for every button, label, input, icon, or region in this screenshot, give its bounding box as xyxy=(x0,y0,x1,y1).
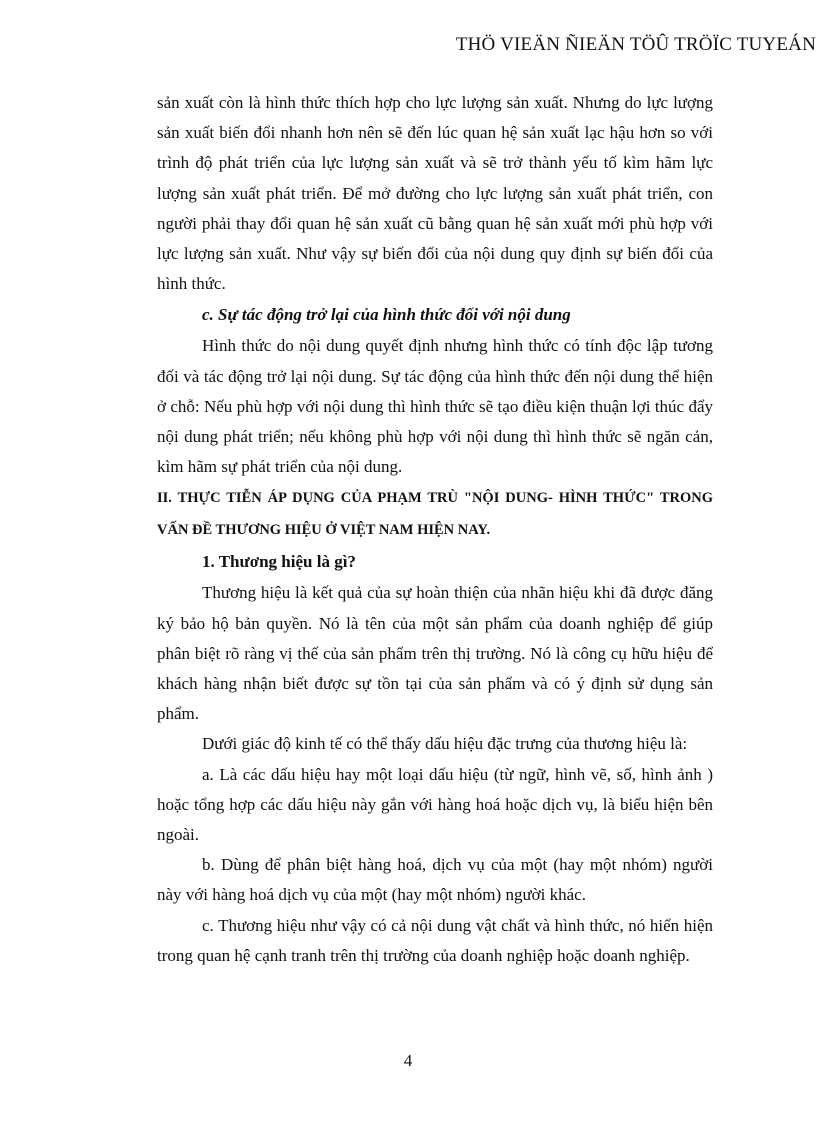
paragraph-feature-b: b. Dùng để phân biệt hàng hoá, dịch vụ của một (hay một nhóm) người này với hàng hoá dịch vụ của một (hay một nhóm) người khác. xyxy=(157,855,713,905)
page-content xyxy=(157,88,713,971)
page-number: 4 xyxy=(403,1051,413,1070)
paragraph-form-effect: Hình thức do nội dung quyết định nhưng hình thức có tính độc lập tương đối và tác động trở lại nội dung. Sự tác động của hình thức đến nội dung thể hiện ở chỗ: Nếu phù hợp với nội dung thì hình thức sẽ tạo điều kiện thuận lợi thúc đẩy nội dung phát triển; nếu không phù hợp với nội dung thì hình thức sẽ ngăn cản, kìm hãm sự phát triển của nội dung. xyxy=(157,336,713,477)
subheading-what-is-brand: 1. Thương hiệu là gì? xyxy=(202,552,356,572)
subheading-form-effect: c. Sự tác động trở lại của hình thức đối với nội dung xyxy=(202,305,571,325)
paragraph-feature-a: a. Là các dấu hiệu hay một loại dấu hiệu (từ ngữ, hình vẽ, số, hình ảnh ) hoặc tổng hợp các dấu hiệu này gắn với hàng hoá hoặc dịch vụ, là biểu hiện bên ngoài. xyxy=(157,764,713,845)
section-heading-ii: II. THỰC TIỄN ÁP DỤNG CỦA PHẠM TRÙ "NỘI DUNG- HÌNH THỨC" TRONG VẤN ĐỀ THƯƠNG HIỆU Ở VIỆT NAM HIỆN NAY. xyxy=(157,490,713,539)
paragraph-brand-definition: Thương hiệu là kết quả của sự hoàn thiện của nhãn hiệu khi đã được đăng ký bảo hộ bản quyền. Nó là tên của một sản phẩm của doanh nghiệp để giúp phân biệt rõ ràng vị thế của sản phẩm trên thị trường. Nó là công cụ hữu hiệu để khách hàng nhận biết được sự tồn tại của sản phẩm và có ý định sử dụng sản phẩm. xyxy=(157,583,713,724)
paragraph-content-change: sản xuất còn là hình thức thích hợp cho lực lượng sản xuất. Nhưng do lực lượng sản xuất biến đổi nhanh hơn nên sẽ đến lúc quan hệ sản xuất lạc hậu hơn so với trình độ phát triển của lực lượng sản xuất và sẽ trở thành yếu tố kìm hãm lực lượng sản xuất phát triển. Để mở đường cho lực lượng sản xuất phát triển, con người phải thay đổi quan hệ sản xuất cũ bằng quan hệ sản xuất mới phù hợp với lực lượng sản xuất. Như vậy sự biến đổi của nội dung quy định sự biến đổi của hình thức. xyxy=(157,93,713,294)
paragraph-brand-features-intro: Dưới giác độ kinh tế có thể thấy dấu hiệu đặc trưng của thương hiệu là: xyxy=(202,734,688,754)
running-header: THÖ VIEÄN ÑIEÄN TÖÛ TRÖÏC TUYEÁN xyxy=(455,34,816,55)
paragraph-feature-c: c. Thương hiệu như vậy có cả nội dung vật chất và hình thức, nó hiển hiện trong quan hệ cạnh tranh trên thị trường của doanh nghiệp hoặc doanh nghiệp. xyxy=(157,915,713,965)
